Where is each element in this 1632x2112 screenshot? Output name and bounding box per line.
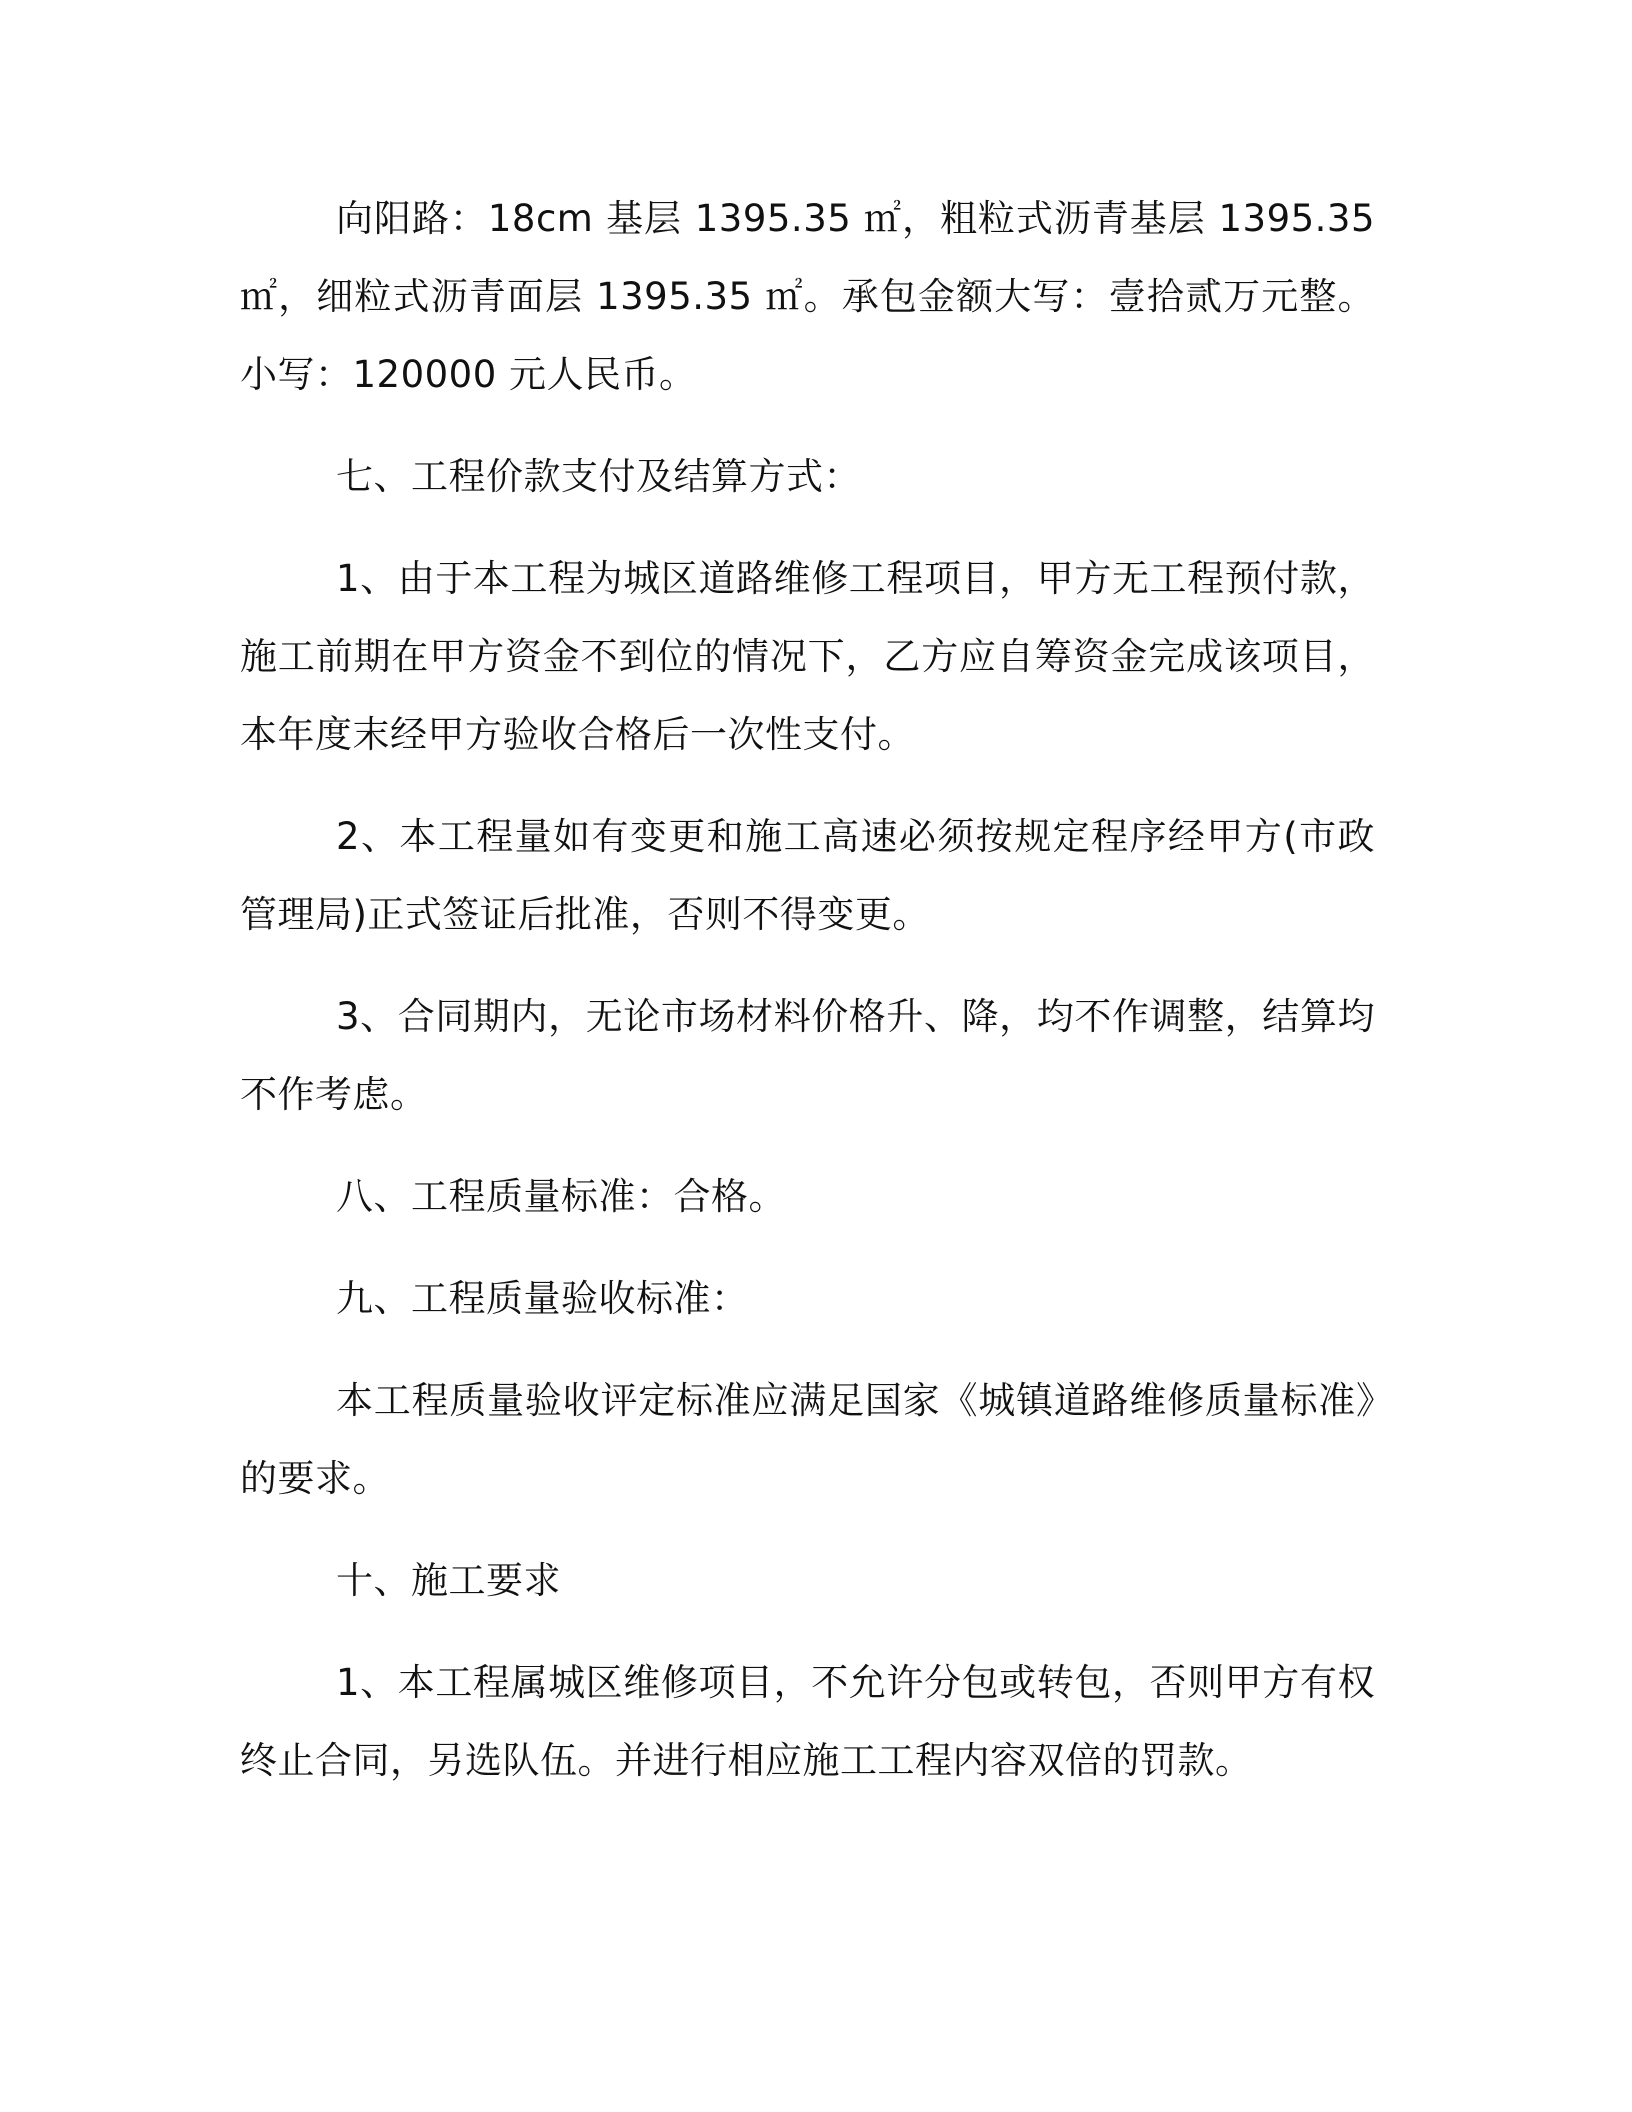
paragraph-payment-clause-1: 1、由于本工程为城区道路维修工程项目，甲方无工程预付款，施工前期在甲方资金不到位的情况下，乙方应自筹资金完成该项目，本年度末经甲方验收合格后一次性支付。 [240, 557, 1375, 756]
paragraph-payment-clause-2: 2、本工程量如有变更和施工高速必须按规定程序经甲方(市政管理局)正式签证后批准，否则不得变更。 [240, 815, 1375, 936]
paragraph-acceptance-standard: 本工程质量验收评定标准应满足国家《城镇道路维修质量标准》的要求。 [240, 1379, 1375, 1500]
heading-payment-settlement: 七、工程价款支付及结算方式： [336, 455, 861, 498]
heading-construction-requirements: 十、施工要求 [336, 1559, 561, 1602]
document-page [240, 180, 1375, 1800]
paragraph-payment-clause-3: 3、合同期内，无论市场材料价格升、降，均不作调整，结算均不作考虑。 [240, 995, 1375, 1116]
paragraph-road-quantities: 向阳路：18cm 基层 1395.35 ㎡，粗粒式沥青基层 1395.35 ㎡，细粒式沥青面层 1395.35 ㎡。承包金额大写：壹拾贰万元整。小写：120000 元人民币。 [240, 197, 1375, 396]
paragraph-construction-clause-1: 1、本工程属城区维修项目，不允许分包或转包，否则甲方有权终止合同，另选队伍。并进行相应施工工程内容双倍的罚款。 [240, 1661, 1375, 1782]
heading-acceptance-standard: 九、工程质量验收标准： [336, 1277, 749, 1320]
heading-quality-standard: 八、工程质量标准：合格。 [336, 1175, 786, 1218]
